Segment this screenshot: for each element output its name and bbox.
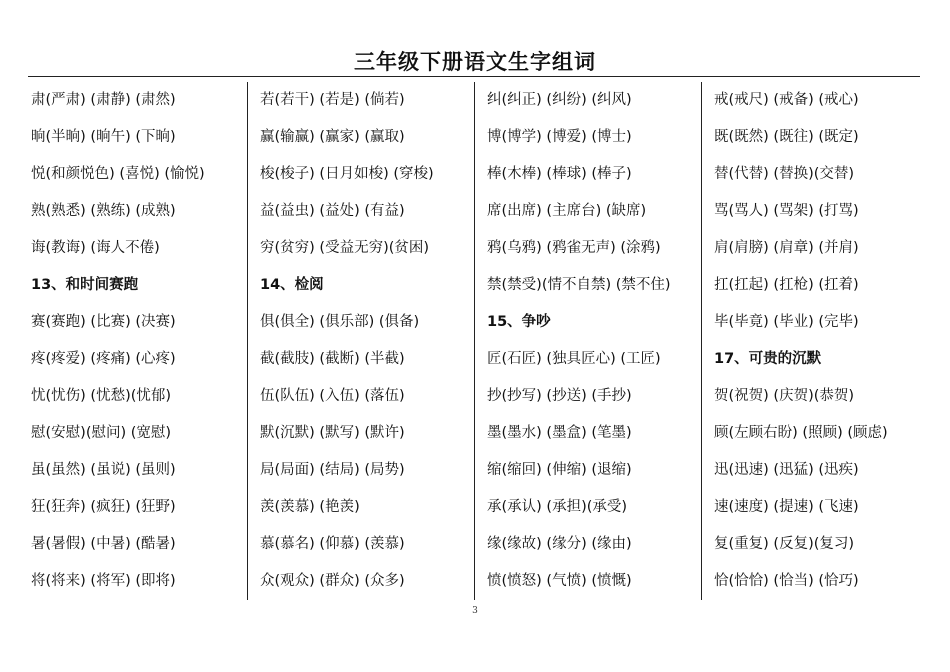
word-entry: 默(沉默) (默写) (默许) bbox=[260, 425, 405, 441]
lesson-heading: 14、检阅 bbox=[260, 277, 324, 293]
vocabulary-grid bbox=[28, 82, 920, 600]
word-entry: 迅(迅速) (迅猛) (迅疾) bbox=[714, 462, 859, 478]
column-3 bbox=[474, 82, 701, 600]
column-4 bbox=[701, 82, 921, 600]
word-entry: 肃(严肃) (肃静) (肃然) bbox=[31, 92, 176, 108]
word-entry: 将(将来) (将军) (即将) bbox=[31, 573, 176, 589]
word-entry: 墨(墨水) (墨盒) (笔墨) bbox=[487, 425, 632, 441]
word-entry: 既(既然) (既往) (既定) bbox=[714, 129, 859, 145]
word-entry: 熟(熟悉) (熟练) (成熟) bbox=[31, 203, 176, 219]
word-entry: 俱(俱全) (俱乐部) (俱备) bbox=[260, 314, 420, 330]
word-entry: 忧(忧伤) (忧愁)(忧郁) bbox=[31, 388, 172, 404]
word-entry: 替(代替) (替换)(交替) bbox=[714, 166, 855, 182]
word-entry: 晌(半晌) (晌午) (下晌) bbox=[31, 129, 176, 145]
page-number: 3 bbox=[472, 606, 478, 616]
word-entry: 毕(毕竟) (毕业) (完毕) bbox=[714, 314, 859, 330]
word-entry: 肩(肩膀) (肩章) (并肩) bbox=[714, 240, 859, 256]
word-entry: 博(博学) (博爱) (博士) bbox=[487, 129, 632, 145]
word-entry: 匠(石匠) (独具匠心) (工匠) bbox=[487, 351, 661, 367]
word-entry: 抄(抄写) (抄送) (手抄) bbox=[487, 388, 632, 404]
column-2 bbox=[247, 82, 474, 600]
lesson-heading: 15、争吵 bbox=[487, 314, 551, 330]
word-entry: 骂(骂人) (骂架) (打骂) bbox=[714, 203, 859, 219]
word-entry: 益(益虫) (益处) (有益) bbox=[260, 203, 405, 219]
word-entry: 缘(缘故) (缘分) (缘由) bbox=[487, 536, 632, 552]
word-entry: 穷(贫穷) (受益无穷)(贫困) bbox=[260, 240, 430, 256]
word-entry: 暑(暑假) (中暑) (酷暑) bbox=[31, 536, 176, 552]
word-entry: 鸦(乌鸦) (鸦雀无声) (涂鸦) bbox=[487, 240, 661, 256]
word-entry: 局(局面) (结局) (局势) bbox=[260, 462, 405, 478]
word-entry: 赛(赛跑) (比赛) (决赛) bbox=[31, 314, 176, 330]
word-entry: 禁(禁受)(情不自禁) (禁不住) bbox=[487, 277, 671, 293]
word-entry: 羡(羡慕) (艳羡) bbox=[260, 499, 360, 515]
page-title: 三年级下册语文生字组词 bbox=[354, 50, 596, 74]
word-entry: 虽(虽然) (虽说) (虽则) bbox=[31, 462, 176, 478]
word-entry: 棒(木棒) (棒球) (棒子) bbox=[487, 166, 632, 182]
word-entry: 承(承认) (承担)(承受) bbox=[487, 499, 628, 515]
word-entry: 梭(梭子) (日月如梭) (穿梭) bbox=[260, 166, 434, 182]
word-entry: 复(重复) (反复)(复习) bbox=[714, 536, 855, 552]
word-entry: 贺(祝贺) (庆贺)(恭贺) bbox=[714, 388, 855, 404]
word-entry: 众(观众) (群众) (众多) bbox=[260, 573, 405, 589]
lesson-heading: 13、和时间赛跑 bbox=[31, 277, 139, 293]
word-entry: 狂(狂奔) (疯狂) (狂野) bbox=[31, 499, 176, 515]
column-1 bbox=[28, 82, 247, 600]
lesson-heading: 17、可贵的沉默 bbox=[714, 351, 822, 367]
word-entry: 赢(输赢) (赢家) (赢取) bbox=[260, 129, 405, 145]
title-underline bbox=[28, 76, 920, 77]
word-entry: 纠(纠正) (纠纷) (纠风) bbox=[487, 92, 632, 108]
word-entry: 诲(教诲) (诲人不倦) bbox=[31, 240, 160, 256]
word-entry: 席(出席) (主席台) (缺席) bbox=[487, 203, 647, 219]
word-entry: 慕(慕名) (仰慕) (羡慕) bbox=[260, 536, 405, 552]
word-entry: 慰(安慰)(慰问) (宽慰) bbox=[31, 425, 172, 441]
word-entry: 若(若干) (若是) (倘若) bbox=[260, 92, 405, 108]
word-entry: 截(截肢) (截断) (半截) bbox=[260, 351, 405, 367]
word-entry: 速(速度) (提速) (飞速) bbox=[714, 499, 859, 515]
word-entry: 愤(愤怒) (气愤) (愤慨) bbox=[487, 573, 632, 589]
word-entry: 缩(缩回) (伸缩) (退缩) bbox=[487, 462, 632, 478]
word-entry: 疼(疼爱) (疼痛) (心疼) bbox=[31, 351, 176, 367]
word-entry: 扛(扛起) (扛枪) (扛着) bbox=[714, 277, 859, 293]
word-entry: 顾(左顾右盼) (照顾) (顾虑) bbox=[714, 425, 888, 441]
word-entry: 恰(恰恰) (恰当) (恰巧) bbox=[714, 573, 859, 589]
word-entry: 悦(和颜悦色) (喜悦) (愉悦) bbox=[31, 166, 205, 182]
word-entry: 伍(队伍) (入伍) (落伍) bbox=[260, 388, 405, 404]
word-entry: 戒(戒尺) (戒备) (戒心) bbox=[714, 92, 859, 108]
